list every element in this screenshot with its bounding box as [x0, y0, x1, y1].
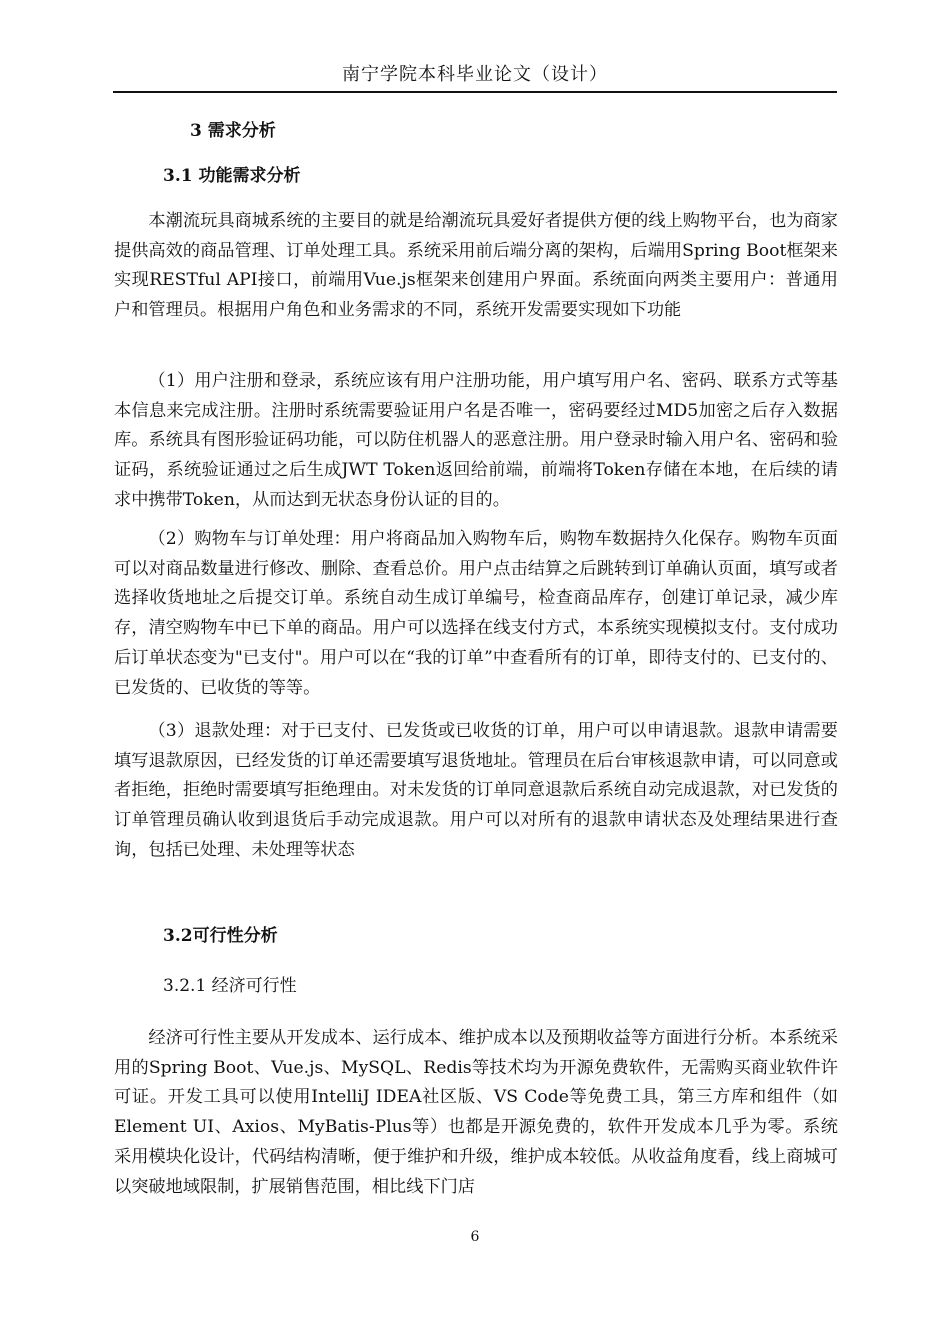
- page-header: 南宁学院本科毕业论文（设计）: [342, 64, 608, 85]
- subsection-heading-3-2-1: 3.2.1 经济可行性: [163, 976, 297, 996]
- paragraph-economic-feasibility: 经济可行性主要从开发成本、运行成本、维护成本以及预期收益等方面进行分析。本系统采用的Spring Boot、Vue.js、MySQL、Redis等技术均为开源免费软件，无需购买商业软件许可证。开发工具可以使用IntelliJ IDEA社区版、VS Code等免费工具，第三方库和组件（如Element UI、Axios、MyBatis-Plus等）也都是开源免费的，软件开发成本几乎为零。系统采用模块化设计，代码结构清晰，便于维护和升级，维护成本较低。从收益角度看，线上商城可以突破地域限制，扩展销售范围，相比线下门店: [114, 1028, 838, 1197]
- paragraph-user-registration: （1）用户注册和登录，系统应该有用户注册功能，用户填写用户名、密码、联系方式等基本信息来完成注册。注册时系统需要验证用户名是否唯一，密码要经过MD5加密之后存入数据库。系统具有图形验证码功能，可以防住机器人的恶意注册。用户登录时输入用户名、密码和验证码，系统验证通过之后生成JWT Token返回给前端，前端将Token存储在本地，在后续的请求中携带Token，从而达到无状态身份认证的目的。: [114, 371, 838, 510]
- page-number: 6: [470, 1229, 480, 1245]
- paragraph-intro: 本潮流玩具商城系统的主要目的就是给潮流玩具爱好者提供方便的线上购物平台，也为商家提供高效的商品管理、订单处理工具。系统采用前后端分离的架构，后端用Spring Boot框架来实现RESTful API接口，前端用Vue.js框架来创建用户界面。系统面向两类主要用户：普通用户和管理员。根据用户角色和业务需求的不同，系统开发需要实现如下功能: [114, 211, 838, 321]
- paragraph-cart-orders: （2）购物车与订单处理：用户将商品加入购物车后，购物车数据持久化保存。购物车页面可以对商品数量进行修改、删除、查看总价。用户点击结算之后跳转到订单确认页面，填写或者选择收货地址之后提交订单。系统自动生成订单编号，检查商品库存，创建订单记录，减少库存，清空购物车中已下单的商品。用户可以选择在线支付方式，本系统实现模拟支付。支付成功后订单状态变为"已支付"。用户可以在“我的订单”中查看所有的订单，即待支付的、已支付的、已发货的、已收货的等等。: [114, 529, 838, 698]
- chapter-title: 3 需求分析: [190, 121, 276, 141]
- section-heading-3-2: 3.2可行性分析: [163, 926, 278, 946]
- header-divider: [113, 91, 837, 93]
- section-heading-3-1: 3.1 功能需求分析: [163, 166, 301, 186]
- paragraph-refunds: （3）退款处理：对于已支付、已发货或已收货的订单，用户可以申请退款。退款申请需要填写退款原因，已经发货的订单还需要填写退货地址。管理员在后台审核退款申请，可以同意或者拒绝，拒绝时需要填写拒绝理由。对未发货的订单同意退款后系统自动完成退款，对已发货的订单管理员确认收到退货后手动完成退款。用户可以对所有的退款申请状态及处理结果进行查询，包括已处理、未处理等状态: [114, 721, 838, 860]
